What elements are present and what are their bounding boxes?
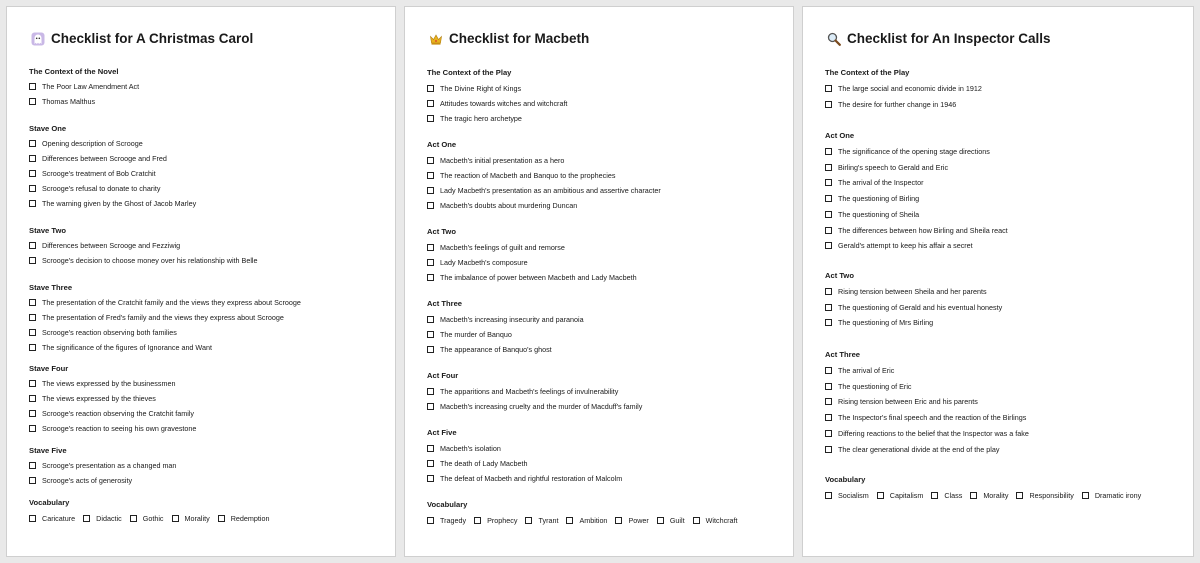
vocabulary-item[interactable] (566, 516, 607, 525)
checkbox[interactable] (825, 446, 832, 453)
checkbox[interactable] (427, 517, 434, 524)
checklist-item[interactable] (427, 201, 577, 210)
vocabulary-item[interactable] (474, 516, 517, 525)
checkbox[interactable] (825, 85, 832, 92)
checklist-item[interactable] (427, 171, 615, 180)
vocabulary-row (427, 516, 746, 525)
checklist-item-label: The defeat of Macbeth and rightful restoration of Malcolm (440, 474, 623, 483)
section-heading-stave-three: Stave Three (29, 283, 73, 292)
checkbox[interactable] (427, 244, 434, 251)
page-title (429, 31, 589, 46)
vocabulary-label: Power (628, 516, 649, 525)
checklist-item[interactable] (29, 199, 196, 208)
checklist-item-label: Macbeth's doubts about murdering Duncan (440, 201, 578, 210)
checklist-item-label: The death of Lady Macbeth (440, 459, 528, 468)
section-heading-act-three: Act Three (825, 350, 861, 359)
vocabulary-item[interactable] (130, 514, 164, 523)
checklist-item[interactable] (427, 273, 637, 282)
page-title-text: Checklist for Macbeth (449, 31, 590, 46)
checklist-item-label: The questioning of Sheila (838, 209, 920, 219)
checklist-item-label: Opening description of Scrooge (42, 139, 143, 148)
checklist-item[interactable] (29, 139, 143, 148)
checkbox[interactable] (825, 367, 832, 374)
section-heading-act-one: Act One (825, 131, 855, 140)
checkbox[interactable] (693, 517, 700, 524)
vocabulary-label: Guilt (669, 516, 685, 525)
vocabulary-item[interactable] (970, 491, 1008, 500)
vocabulary-label: Tyrant (538, 516, 559, 525)
checkbox[interactable] (615, 517, 622, 524)
checklist-item[interactable] (427, 474, 622, 483)
checklist-item[interactable] (427, 345, 552, 354)
checklist-item[interactable] (29, 184, 160, 193)
checkbox[interactable] (29, 299, 36, 306)
checklist-item[interactable] (825, 397, 978, 406)
checkbox[interactable] (29, 395, 36, 402)
section-heading-act-two: Act Two (427, 227, 456, 236)
checkbox[interactable] (427, 202, 434, 209)
checklist-item[interactable] (29, 394, 156, 403)
checkbox[interactable] (825, 242, 832, 249)
checkbox[interactable] (130, 515, 137, 522)
section-heading-vocabulary: Vocabulary (427, 500, 468, 509)
checkbox[interactable] (29, 515, 36, 522)
vocabulary-item[interactable] (693, 516, 738, 525)
checkbox[interactable] (29, 170, 36, 177)
checklist-item-label: The views expressed by the businessmen (42, 379, 176, 388)
vocabulary-label: Redemption (230, 514, 270, 523)
checkbox[interactable] (29, 410, 36, 417)
checklist-item-label: The questioning of Mrs Birling (838, 318, 934, 328)
vocabulary-label: Prophecy (487, 516, 518, 525)
section-heading-act-five: Act Five (427, 428, 457, 437)
vocabulary-label: Socialism (838, 491, 869, 500)
checklist-item-label: The large social and economic divide in 1912 (838, 84, 982, 93)
checkbox[interactable] (1082, 492, 1089, 499)
checklist-item[interactable] (825, 287, 987, 296)
vocabulary-item[interactable] (615, 516, 648, 525)
vocabulary-label: Gothic (142, 514, 164, 523)
checkbox[interactable] (427, 460, 434, 467)
checkbox[interactable] (825, 211, 832, 218)
checklist-item[interactable] (29, 298, 301, 307)
vocabulary-item[interactable] (657, 516, 685, 525)
checklist-item-label: Lady Macbeth's composure (440, 258, 528, 267)
checkbox[interactable] (825, 288, 832, 295)
checklist-item[interactable] (29, 379, 175, 388)
checklist-item[interactable] (29, 409, 194, 418)
vocabulary-label: Class (944, 491, 963, 500)
section-heading-act-three: Act Three (427, 299, 463, 308)
checklist-item[interactable] (427, 387, 618, 396)
page-title-text: Checklist for A Christmas Carol (51, 31, 254, 46)
section-heading-stave-five: Stave Five (29, 446, 67, 455)
checklist-page-christmas-carol (6, 6, 396, 557)
checkbox[interactable] (825, 319, 832, 326)
checklist-item[interactable] (825, 178, 924, 187)
checklist-item-label: The warning given by the Ghost of Jacob Marley (42, 199, 197, 208)
vocabulary-label: Tragedy (440, 516, 467, 525)
checklist-item-label: Scrooge's reaction to seeing his own gravestone (42, 424, 197, 433)
vocabulary-row (825, 491, 1149, 500)
checkbox[interactable] (825, 179, 832, 186)
checkbox[interactable] (825, 195, 832, 202)
checkbox[interactable] (825, 304, 832, 311)
checkbox[interactable] (427, 157, 434, 164)
checklist-item-label: Scrooge's presentation as a changed man (42, 461, 177, 470)
checklist-item-label: Attitudes towards witches and witchcraft (440, 99, 568, 108)
checkbox[interactable] (825, 414, 832, 421)
checkbox[interactable] (29, 257, 36, 264)
checkbox[interactable] (29, 314, 36, 321)
checklist-item-label: Scrooge's reaction observing the Cratchit family (42, 409, 194, 418)
checkbox[interactable] (218, 515, 225, 522)
checkbox[interactable] (29, 140, 36, 147)
checklist-item[interactable] (427, 315, 584, 324)
checklist-item-label: The Divine Right of Kings (440, 84, 522, 93)
checklist-item-label: Macbeth's initial presentation as a hero (440, 156, 565, 165)
checklist-item-label: The questioning of Gerald and his eventual honesty (838, 302, 1003, 312)
checklist-item[interactable] (427, 444, 501, 453)
checklist-item[interactable] (29, 461, 176, 470)
checkbox[interactable] (825, 383, 832, 390)
checklist-item[interactable] (29, 154, 167, 163)
section-heading-the-context-of-the-play: The Context of the Play (825, 68, 910, 77)
checklist-item-label: Differences between Scrooge and Fezziwig (42, 241, 181, 250)
checklist-item[interactable] (825, 147, 990, 156)
checklist-item[interactable] (427, 114, 522, 123)
checklist-item-label: Gerald's attempt to keep his affair a secret (838, 241, 973, 251)
checkbox[interactable] (825, 148, 832, 155)
checkbox[interactable] (657, 517, 664, 524)
page-title (827, 31, 1051, 46)
checklist-item-label: The arrival of the Inspector (838, 178, 924, 188)
checklist-item-label: The significance of the opening stage directions (838, 147, 990, 156)
checklist-item[interactable] (825, 382, 912, 391)
vocabulary-label: Morality (983, 491, 1009, 500)
checkbox[interactable] (29, 344, 36, 351)
checkbox[interactable] (29, 425, 36, 432)
checklist-item-label: The clear generational divide at the end of the play (838, 444, 1000, 454)
checkbox[interactable] (427, 172, 434, 179)
checklist-item-label: The arrival of Eric (838, 366, 895, 375)
checklist-item-label: The tragic hero archetype (440, 114, 522, 123)
section-heading-stave-one: Stave One (29, 124, 67, 133)
checklist-item[interactable] (427, 402, 642, 411)
checklist-item-label: Macbeth's feelings of guilt and remorse (440, 243, 565, 252)
vocabulary-label: Responsibility (1029, 491, 1074, 500)
vocabulary-item[interactable] (525, 516, 558, 525)
checklist-item-label: The imbalance of power between Macbeth and Lady Macbeth (440, 273, 637, 282)
vocabulary-label: Caricature (42, 514, 76, 523)
checkbox[interactable] (825, 227, 832, 234)
checkbox[interactable] (825, 398, 832, 405)
vocabulary-item[interactable] (218, 514, 270, 523)
checklist-item[interactable] (825, 429, 1029, 438)
checkbox[interactable] (877, 492, 884, 499)
vocabulary-item[interactable] (83, 514, 122, 523)
checklist-item[interactable] (29, 241, 180, 250)
checklist-item[interactable] (825, 163, 948, 172)
checklist-item[interactable] (29, 256, 258, 265)
checklist-item-label: The Poor Law Amendment Act (42, 82, 140, 91)
checklist-item-label: The murder of Banquo (440, 330, 512, 339)
checkbox[interactable] (970, 492, 977, 499)
checklist-item-label: Birling's speech to Gerald and Eric (838, 162, 949, 172)
checkbox[interactable] (29, 329, 36, 336)
checklist-item[interactable] (427, 84, 521, 93)
checklist-item[interactable] (427, 243, 565, 252)
section-heading-stave-four: Stave Four (29, 364, 69, 373)
checklist-item-label: Rising tension between Sheila and her parents (838, 287, 987, 296)
checklist-item-label: Differences between Scrooge and Fred (42, 154, 167, 163)
checklist-item-label: Thomas Malthus (42, 97, 96, 106)
checkbox[interactable] (427, 274, 434, 281)
page-title-text: Checklist for An Inspector Calls (847, 31, 1051, 46)
checkbox[interactable] (83, 515, 90, 522)
checklist-item[interactable] (29, 313, 284, 322)
checklist-item-label: Lady Macbeth's presentation as an ambitious and assertive character (440, 186, 661, 195)
vocabulary-item[interactable] (29, 514, 75, 523)
checkbox[interactable] (29, 242, 36, 249)
checklist-item-label: The significance of the figures of Ignorance and Want (42, 343, 212, 352)
vocabulary-label: Capitalism (889, 491, 924, 500)
magnifying-glass-icon (827, 32, 841, 46)
checkbox[interactable] (427, 331, 434, 338)
crown-icon (429, 32, 443, 46)
checkbox[interactable] (427, 475, 434, 482)
checkbox[interactable] (1016, 492, 1023, 499)
checkbox[interactable] (931, 492, 938, 499)
checklist-item[interactable] (825, 318, 933, 327)
section-heading-vocabulary: Vocabulary (29, 498, 70, 507)
vocabulary-item[interactable] (877, 491, 924, 500)
checkbox[interactable] (825, 164, 832, 171)
checkbox[interactable] (525, 517, 532, 524)
checkbox[interactable] (427, 100, 434, 107)
checklist-item-label: The presentation of the Cratchit family and the views they express about Scrooge (42, 298, 301, 307)
section-heading-the-context-of-the-play: The Context of the Play (427, 68, 512, 77)
vocabulary-label: Morality (184, 514, 210, 523)
checklist-item[interactable] (825, 445, 999, 454)
checkbox[interactable] (29, 477, 36, 484)
checkbox[interactable] (29, 462, 36, 469)
checklist-item[interactable] (427, 186, 661, 195)
checklist-item[interactable] (825, 303, 1002, 312)
page-title (31, 31, 253, 46)
checklist-item[interactable] (825, 366, 894, 375)
checklist-item[interactable] (825, 226, 1008, 235)
checkbox[interactable] (427, 346, 434, 353)
vocabulary-item[interactable] (931, 491, 962, 500)
checkbox[interactable] (427, 187, 434, 194)
checklist-item[interactable] (427, 459, 528, 468)
checkbox[interactable] (29, 185, 36, 192)
checklist-item-label: Differing reactions to the belief that the Inspector was a fake (838, 428, 1029, 438)
section-heading-act-four: Act Four (427, 371, 459, 380)
checkbox[interactable] (29, 380, 36, 387)
checklist-item-label: Macbeth's increasing cruelty and the murder of Macduff's family (440, 402, 643, 411)
checklist-item-label: The views expressed by the thieves (42, 394, 156, 403)
checklist-item-label: The presentation of Fred's family and the views they express about Scrooge (42, 313, 284, 322)
vocabulary-item[interactable] (427, 516, 466, 525)
vocabulary-label: Ambition (579, 516, 608, 525)
checkbox[interactable] (29, 200, 36, 207)
checklist-item[interactable] (825, 84, 982, 93)
checkbox[interactable] (427, 115, 434, 122)
checklist-item[interactable] (29, 343, 212, 352)
checklist-item[interactable] (427, 330, 512, 339)
checkbox[interactable] (566, 517, 573, 524)
checklist-item-label: Scrooge's acts of generosity (42, 476, 133, 485)
checklist-item-label: Scrooge's reaction observing both families (42, 328, 177, 337)
checkbox[interactable] (427, 85, 434, 92)
vocabulary-item[interactable] (1082, 491, 1141, 500)
checklist-item[interactable] (29, 424, 196, 433)
checklist-item[interactable] (29, 476, 132, 485)
checkbox[interactable] (29, 98, 36, 105)
vocabulary-label: Didactic (96, 514, 122, 523)
checklist-item-label: Scrooge's refusal to donate to charity (42, 184, 161, 193)
checkbox[interactable] (172, 515, 179, 522)
checklist-item-label: The desire for further change in 1946 (838, 99, 957, 109)
section-heading-act-one: Act One (427, 140, 457, 149)
checkbox[interactable] (427, 388, 434, 395)
vocabulary-item[interactable] (1016, 491, 1073, 500)
checkbox[interactable] (474, 517, 481, 524)
vocabulary-label: Dramatic irony (1094, 491, 1142, 500)
checklist-page-inspector-calls (802, 6, 1194, 557)
ghost-icon (31, 32, 45, 46)
section-heading-vocabulary: Vocabulary (825, 475, 866, 484)
checkbox[interactable] (427, 403, 434, 410)
checklist-item-label: The questioning of Eric (838, 381, 912, 391)
section-heading-the-context-of-the-novel: The Context of the Novel (29, 67, 119, 76)
checklist-item[interactable] (825, 100, 956, 109)
checklist-item-label: Rising tension between Eric and his parents (838, 397, 978, 407)
checklist-item-label: Scrooge's decision to choose money over his relationship with Belle (42, 256, 258, 265)
vocabulary-row (29, 514, 277, 523)
checklist-item[interactable] (29, 97, 95, 106)
checklist-item-label: Macbeth's isolation (440, 444, 501, 453)
checklist-item[interactable] (427, 99, 567, 108)
checkbox[interactable] (427, 316, 434, 323)
checkbox[interactable] (29, 155, 36, 162)
section-heading-stave-two: Stave Two (29, 226, 66, 235)
checklist-item-label: The reaction of Macbeth and Banquo to the prophecies (440, 171, 616, 180)
checklist-item[interactable] (825, 210, 919, 219)
checklist-item[interactable] (29, 328, 177, 337)
checkbox[interactable] (825, 430, 832, 437)
checklist-item[interactable] (29, 169, 156, 178)
checklist-item[interactable] (825, 241, 973, 250)
checkbox[interactable] (825, 492, 832, 499)
vocabulary-item[interactable] (172, 514, 210, 523)
checklist-item-label: The questioning of Birling (838, 194, 920, 204)
checkbox[interactable] (825, 101, 832, 108)
checklist-item-label: The Inspector's final speech and the reaction of the Birlings (838, 413, 1027, 423)
checkbox[interactable] (29, 83, 36, 90)
vocabulary-label: Witchcraft (705, 516, 738, 525)
checklist-item[interactable] (825, 413, 1026, 422)
checklist-item[interactable] (29, 82, 139, 91)
checklist-item[interactable] (427, 156, 564, 165)
section-heading-act-two: Act Two (825, 271, 854, 280)
checklist-item-label: Macbeth's increasing insecurity and paranoia (440, 315, 584, 324)
checklist-page-macbeth (404, 6, 794, 557)
checkbox[interactable] (427, 445, 434, 452)
checklist-item[interactable] (427, 258, 528, 267)
vocabulary-item[interactable] (825, 491, 869, 500)
checklist-item-label: The apparitions and Macbeth's feelings of invulnerability (440, 387, 619, 396)
checkbox[interactable] (427, 259, 434, 266)
checklist-item[interactable] (825, 194, 919, 203)
checklist-item-label: Scrooge's treatment of Bob Cratchit (42, 169, 156, 178)
checklist-item-label: The differences between how Birling and Sheila react (838, 225, 1008, 235)
checklist-item-label: The appearance of Banquo's ghost (440, 345, 552, 354)
